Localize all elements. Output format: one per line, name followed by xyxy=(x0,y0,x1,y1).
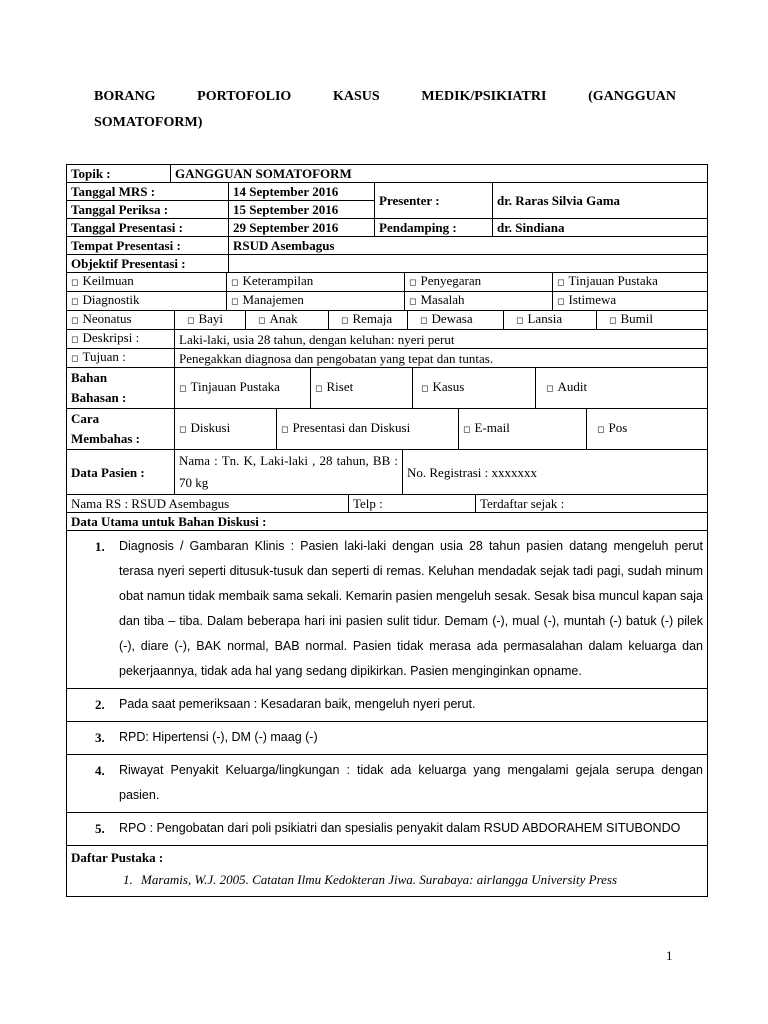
checkbox-icon: ◻ xyxy=(179,384,187,394)
option-penyegaran[interactable]: ◻ Penyegaran xyxy=(405,273,553,292)
title-word: (GANGGUAN xyxy=(588,89,676,104)
item-text: Pada saat pemeriksaan : Kesadaran baik, mengeluh nyeri perut. xyxy=(119,697,476,711)
presentasi-label: Tanggal Presentasi : xyxy=(67,219,229,237)
periksa-label: Tanggal Periksa : xyxy=(67,201,229,219)
option-dewasa[interactable]: ◻ Dewasa xyxy=(408,311,504,330)
topik-value: GANGGUAN SOMATOFORM xyxy=(171,165,708,183)
tujuan-label: ◻ Tujuan : xyxy=(67,349,175,368)
reference-text: Maramis, W.J. 2005. Catatan Ilmu Kedokteran Jiwa. Surabaya: airlangga University Press xyxy=(141,872,618,887)
rs-terdaftar: Terdaftar sejak : xyxy=(476,495,708,513)
option-keterampilan[interactable]: ◻ Keterampilan xyxy=(227,273,405,292)
checkbox-icon: ◻ xyxy=(421,384,429,394)
daftar-pustaka-label: Daftar Pustaka : xyxy=(71,850,164,865)
checkbox-icon: ◻ xyxy=(71,316,79,326)
item-number: 2. xyxy=(95,697,105,712)
objektif-label: Objektif Presentasi : xyxy=(67,255,229,273)
checkbox-icon: ◻ xyxy=(516,316,524,326)
checkbox-icon: ◻ xyxy=(281,425,289,435)
checkbox-icon: ◻ xyxy=(179,425,187,435)
cara-option-pos[interactable]: ◻ Pos xyxy=(587,409,708,450)
tempat-label: Tempat Presentasi : xyxy=(67,237,229,255)
checkbox-icon: ◻ xyxy=(71,354,79,364)
bahan-table xyxy=(66,367,708,409)
item-number: 4. xyxy=(95,763,105,778)
mrs-value: 14 September 2016 xyxy=(229,183,375,201)
discussion-item xyxy=(67,755,708,813)
checkbox-icon: ◻ xyxy=(409,278,417,288)
option-remaja[interactable]: ◻ Remaja xyxy=(329,311,408,330)
tempat-value: RSUD Asembagus xyxy=(229,237,708,255)
checkbox-icon: ◻ xyxy=(71,297,79,307)
topik-label: Topik : xyxy=(67,165,171,183)
item-text: Diagnosis / Gambaran Klinis : Pasien laki-laki dengan usia 28 tahun pasien datang mengeluh perut terasa nyeri seperti ditusuk-tusuk dan seperti di remas. Keluhan mendadak sejak tadi pagi, sudah minum obat namun tidak membaik sama sekali. Kemarin pasien mengeluh sesak. Sesak bisa muncul kapan saja dan tiba – tiba. Dalam beberapa hari ini pasien sulit tidur. Demam (-), mual (-), muntah (-) batuk (-) pilek (-), diare (-), BAK normal, BAB normal. Pasien tidak merasa ada permasalahan dalam keluarga dan pekerjaannya, tidak ada hal yang sedang dipikirkan. Pasien menginginkan opname. xyxy=(119,539,703,678)
objektif-empty xyxy=(229,255,708,273)
discussion-item xyxy=(67,531,708,689)
periksa-value: 15 September 2016 xyxy=(229,201,375,219)
checkbox-icon: ◻ xyxy=(409,297,417,307)
checkbox-icon: ◻ xyxy=(557,278,565,288)
presentasi-value: 29 September 2016 xyxy=(229,219,375,237)
item-text: RPO : Pengobatan dari poli psikiatri dan spesialis penyakit dalam RSUD ABDORAHEM SITUBONDO xyxy=(119,821,681,835)
pendamping-value: dr. Sindiana xyxy=(493,219,708,237)
objektif-table xyxy=(66,272,708,311)
daftar-pustaka xyxy=(67,846,708,897)
checkbox-icon: ◻ xyxy=(187,316,195,326)
bahan-option-audit[interactable]: ◻ Audit xyxy=(536,368,708,409)
pendamping-label: Pendamping : xyxy=(375,219,493,237)
pasien-table xyxy=(66,449,708,495)
discussion-item xyxy=(67,813,708,846)
deskripsi-table xyxy=(66,329,708,368)
bahan-option-kasus[interactable]: ◻ Kasus xyxy=(413,368,536,409)
rs-telp: Telp : xyxy=(349,495,476,513)
item-text: Riwayat Penyakit Keluarga/lingkungan : tidak ada keluarga yang mengalami gejala serupa dengan pasien. xyxy=(119,763,703,802)
pasien-nama: Nama : Tn. K, Laki-laki , 28 tahun, BB : 70 kg xyxy=(175,450,403,495)
cara-option-presentasi[interactable]: ◻ Presentasi dan Diskusi xyxy=(277,409,459,450)
checkbox-icon: ◻ xyxy=(231,278,239,288)
option-neonatus[interactable]: ◻ Neonatus xyxy=(67,311,175,330)
presenter-label: Presenter : xyxy=(375,183,493,219)
bahan-option-riset[interactable]: ◻ Riset xyxy=(311,368,413,409)
bahan-option-tinjauan[interactable]: ◻ Tinjauan Pustaka xyxy=(175,368,311,409)
option-tinjauan-pustaka[interactable]: ◻ Tinjauan Pustaka xyxy=(553,273,708,292)
cara-option-email[interactable]: ◻ E-mail xyxy=(459,409,587,450)
option-bayi[interactable]: ◻ Bayi xyxy=(175,311,246,330)
checkbox-icon: ◻ xyxy=(231,297,239,307)
title-word: MEDIK/PSIKIATRI xyxy=(421,89,547,104)
checkbox-icon: ◻ xyxy=(557,297,565,307)
item-number: 1. xyxy=(95,539,105,554)
checkbox-icon: ◻ xyxy=(597,425,605,435)
option-diagnostik[interactable]: ◻ Diagnostik xyxy=(67,292,227,311)
cara-option-diskusi[interactable]: ◻ Diskusi xyxy=(175,409,277,450)
option-masalah[interactable]: ◻ Masalah xyxy=(405,292,553,311)
pasien-registrasi: No. Registrasi : xxxxxxx xyxy=(403,450,708,495)
option-anak[interactable]: ◻ Anak xyxy=(246,311,329,330)
option-bumil[interactable]: ◻ Bumil xyxy=(597,311,708,330)
item-number: 5. xyxy=(95,821,105,836)
title-word: KASUS xyxy=(333,89,380,104)
option-istimewa[interactable]: ◻ Istimewa xyxy=(553,292,708,311)
rs-table xyxy=(66,494,708,513)
checkbox-icon: ◻ xyxy=(341,316,349,326)
checkbox-icon: ◻ xyxy=(463,425,471,435)
data-utama-table xyxy=(66,512,708,897)
pasien-label: Data Pasien : xyxy=(67,450,175,495)
rs-nama: Nama RS : RSUD Asembagus xyxy=(67,495,349,513)
checkbox-icon: ◻ xyxy=(315,384,323,394)
deskripsi-value: Laki-laki, usia 28 tahun, dengan keluhan: nyeri perut xyxy=(175,330,708,349)
cara-label: Cara Membahas : xyxy=(67,409,175,450)
title-line-2: SOMATOFORM) xyxy=(94,115,203,130)
discussion-item xyxy=(67,722,708,755)
age-group-table xyxy=(66,310,708,330)
data-utama-label: Data Utama untuk Bahan Diskusi : xyxy=(67,513,708,531)
checkbox-icon: ◻ xyxy=(420,316,428,326)
checkbox-icon: ◻ xyxy=(609,316,617,326)
option-manajemen[interactable]: ◻ Manajemen xyxy=(227,292,405,311)
discussion-item xyxy=(67,689,708,722)
reference-number: 1. xyxy=(123,872,133,887)
option-keilmuan[interactable]: ◻ Keilmuan xyxy=(67,273,227,292)
document-title xyxy=(94,84,676,136)
portfolio-form xyxy=(66,164,707,897)
mrs-label: Tanggal MRS : xyxy=(67,183,229,201)
deskripsi-label: ◻ Deskripsi : xyxy=(67,330,175,349)
bahan-label: Bahan Bahasan : xyxy=(67,368,175,409)
item-number: 3. xyxy=(95,730,105,745)
checkbox-icon: ◻ xyxy=(546,384,554,394)
checkbox-icon: ◻ xyxy=(258,316,266,326)
item-text: RPD: Hipertensi (-), DM (-) maag (-) xyxy=(119,730,318,744)
title-word: BORANG xyxy=(94,89,156,104)
header-table xyxy=(66,164,708,273)
title-word: PORTOFOLIO xyxy=(197,89,292,104)
page-number: 1 xyxy=(666,948,673,963)
tujuan-value: Penegakkan diagnosa dan pengobatan yang tepat dan tuntas. xyxy=(175,349,708,368)
cara-table xyxy=(66,408,708,450)
presenter-value: dr. Raras Silvia Gama xyxy=(493,183,708,219)
checkbox-icon: ◻ xyxy=(71,278,79,288)
checkbox-icon: ◻ xyxy=(71,335,79,345)
option-lansia[interactable]: ◻ Lansia xyxy=(504,311,597,330)
